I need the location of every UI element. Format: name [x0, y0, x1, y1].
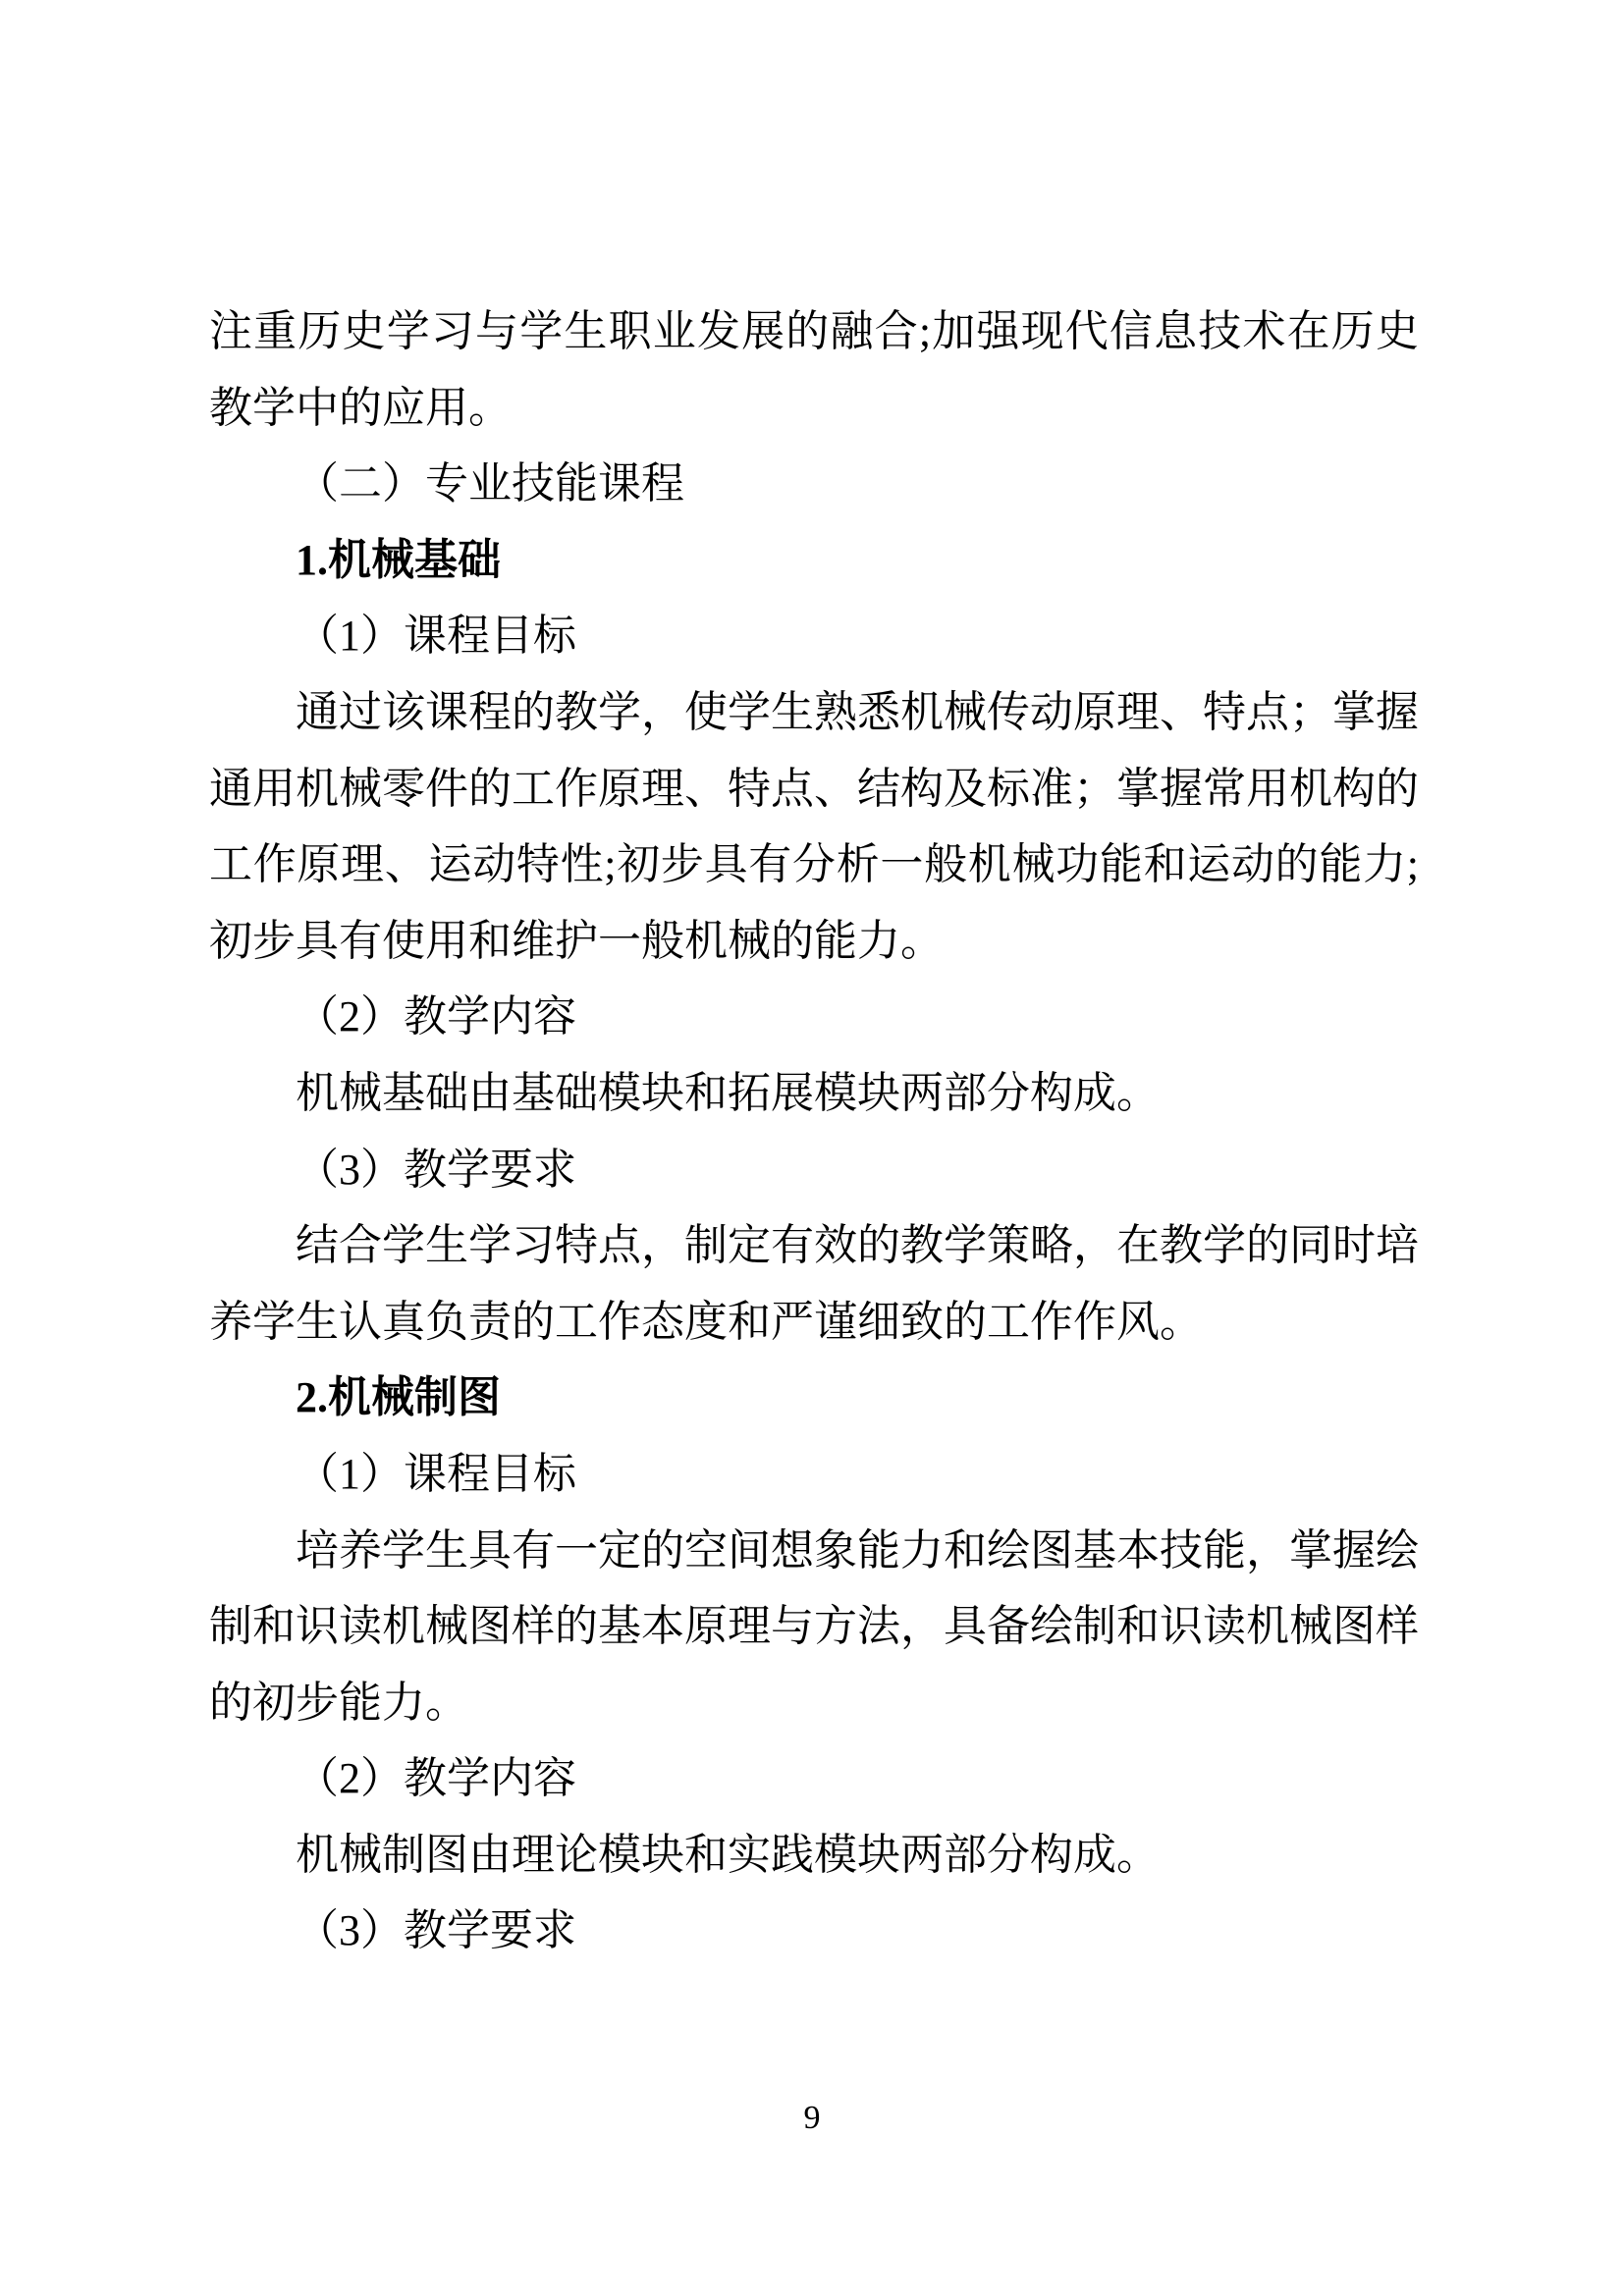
course-1-requirement-line-1: 结合学生学习特点，制定有效的教学策略，在教学的同时培 — [296, 1221, 1419, 1270]
prev-paragraph-line-2: 教学中的应用。 — [209, 383, 512, 432]
course-1-requirement-line-2: 养学生认真负责的工作态度和严谨细致的工作作风。 — [209, 1297, 1203, 1346]
course-1-objective-line-4: 初步具有使用和维护一般机械的能力。 — [209, 916, 944, 965]
course-2-content-heading: （2）教学内容 — [296, 1754, 576, 1803]
course-1-title: 1.机械基础 — [296, 535, 501, 584]
document-body — [209, 294, 1419, 1969]
prev-paragraph-line-1: 注重历史学习与学生职业发展的融合;加强现代信息技术在历史 — [209, 307, 1419, 355]
course-2-content-text: 机械制图由理论模块和实践模块两部分构成。 — [296, 1830, 1160, 1879]
course-1-objective-line-3: 工作原理、运动特性;初步具有分析一般机械功能和运动的能力; — [209, 840, 1419, 889]
course-2-title: 2.机械制图 — [296, 1373, 501, 1422]
course-1-content-heading: （2）教学内容 — [296, 992, 576, 1041]
course-2-objective-line-3: 的初步能力。 — [209, 1678, 468, 1727]
course-1-content-text: 机械基础由基础模块和拓展模块两部分构成。 — [296, 1068, 1160, 1117]
course-1-requirement-heading: （3）教学要求 — [296, 1145, 576, 1194]
course-2-requirement-heading: （3）教学要求 — [296, 1906, 576, 1955]
section-heading-professional-skills: （二）专业技能课程 — [296, 459, 684, 508]
course-2-objective-line-2: 制和识读机械图样的基本原理与方法，具备绘制和识读机械图样 — [209, 1602, 1419, 1651]
course-1-objective-heading: （1）课程目标 — [296, 612, 576, 661]
course-2-objective-heading: （1）课程目标 — [296, 1449, 576, 1498]
course-1-objective-line-1: 通过该课程的教学，使学生熟悉机械传动原理、特点；掌握 — [296, 687, 1419, 736]
course-1-objective-line-2: 通用机械零件的工作原理、特点、结构及标准；掌握常用机构的 — [209, 764, 1419, 813]
course-2-objective-line-1: 培养学生具有一定的空间想象能力和绘图基本技能，掌握绘 — [296, 1525, 1419, 1575]
page-number: 9 — [803, 2100, 821, 2136]
